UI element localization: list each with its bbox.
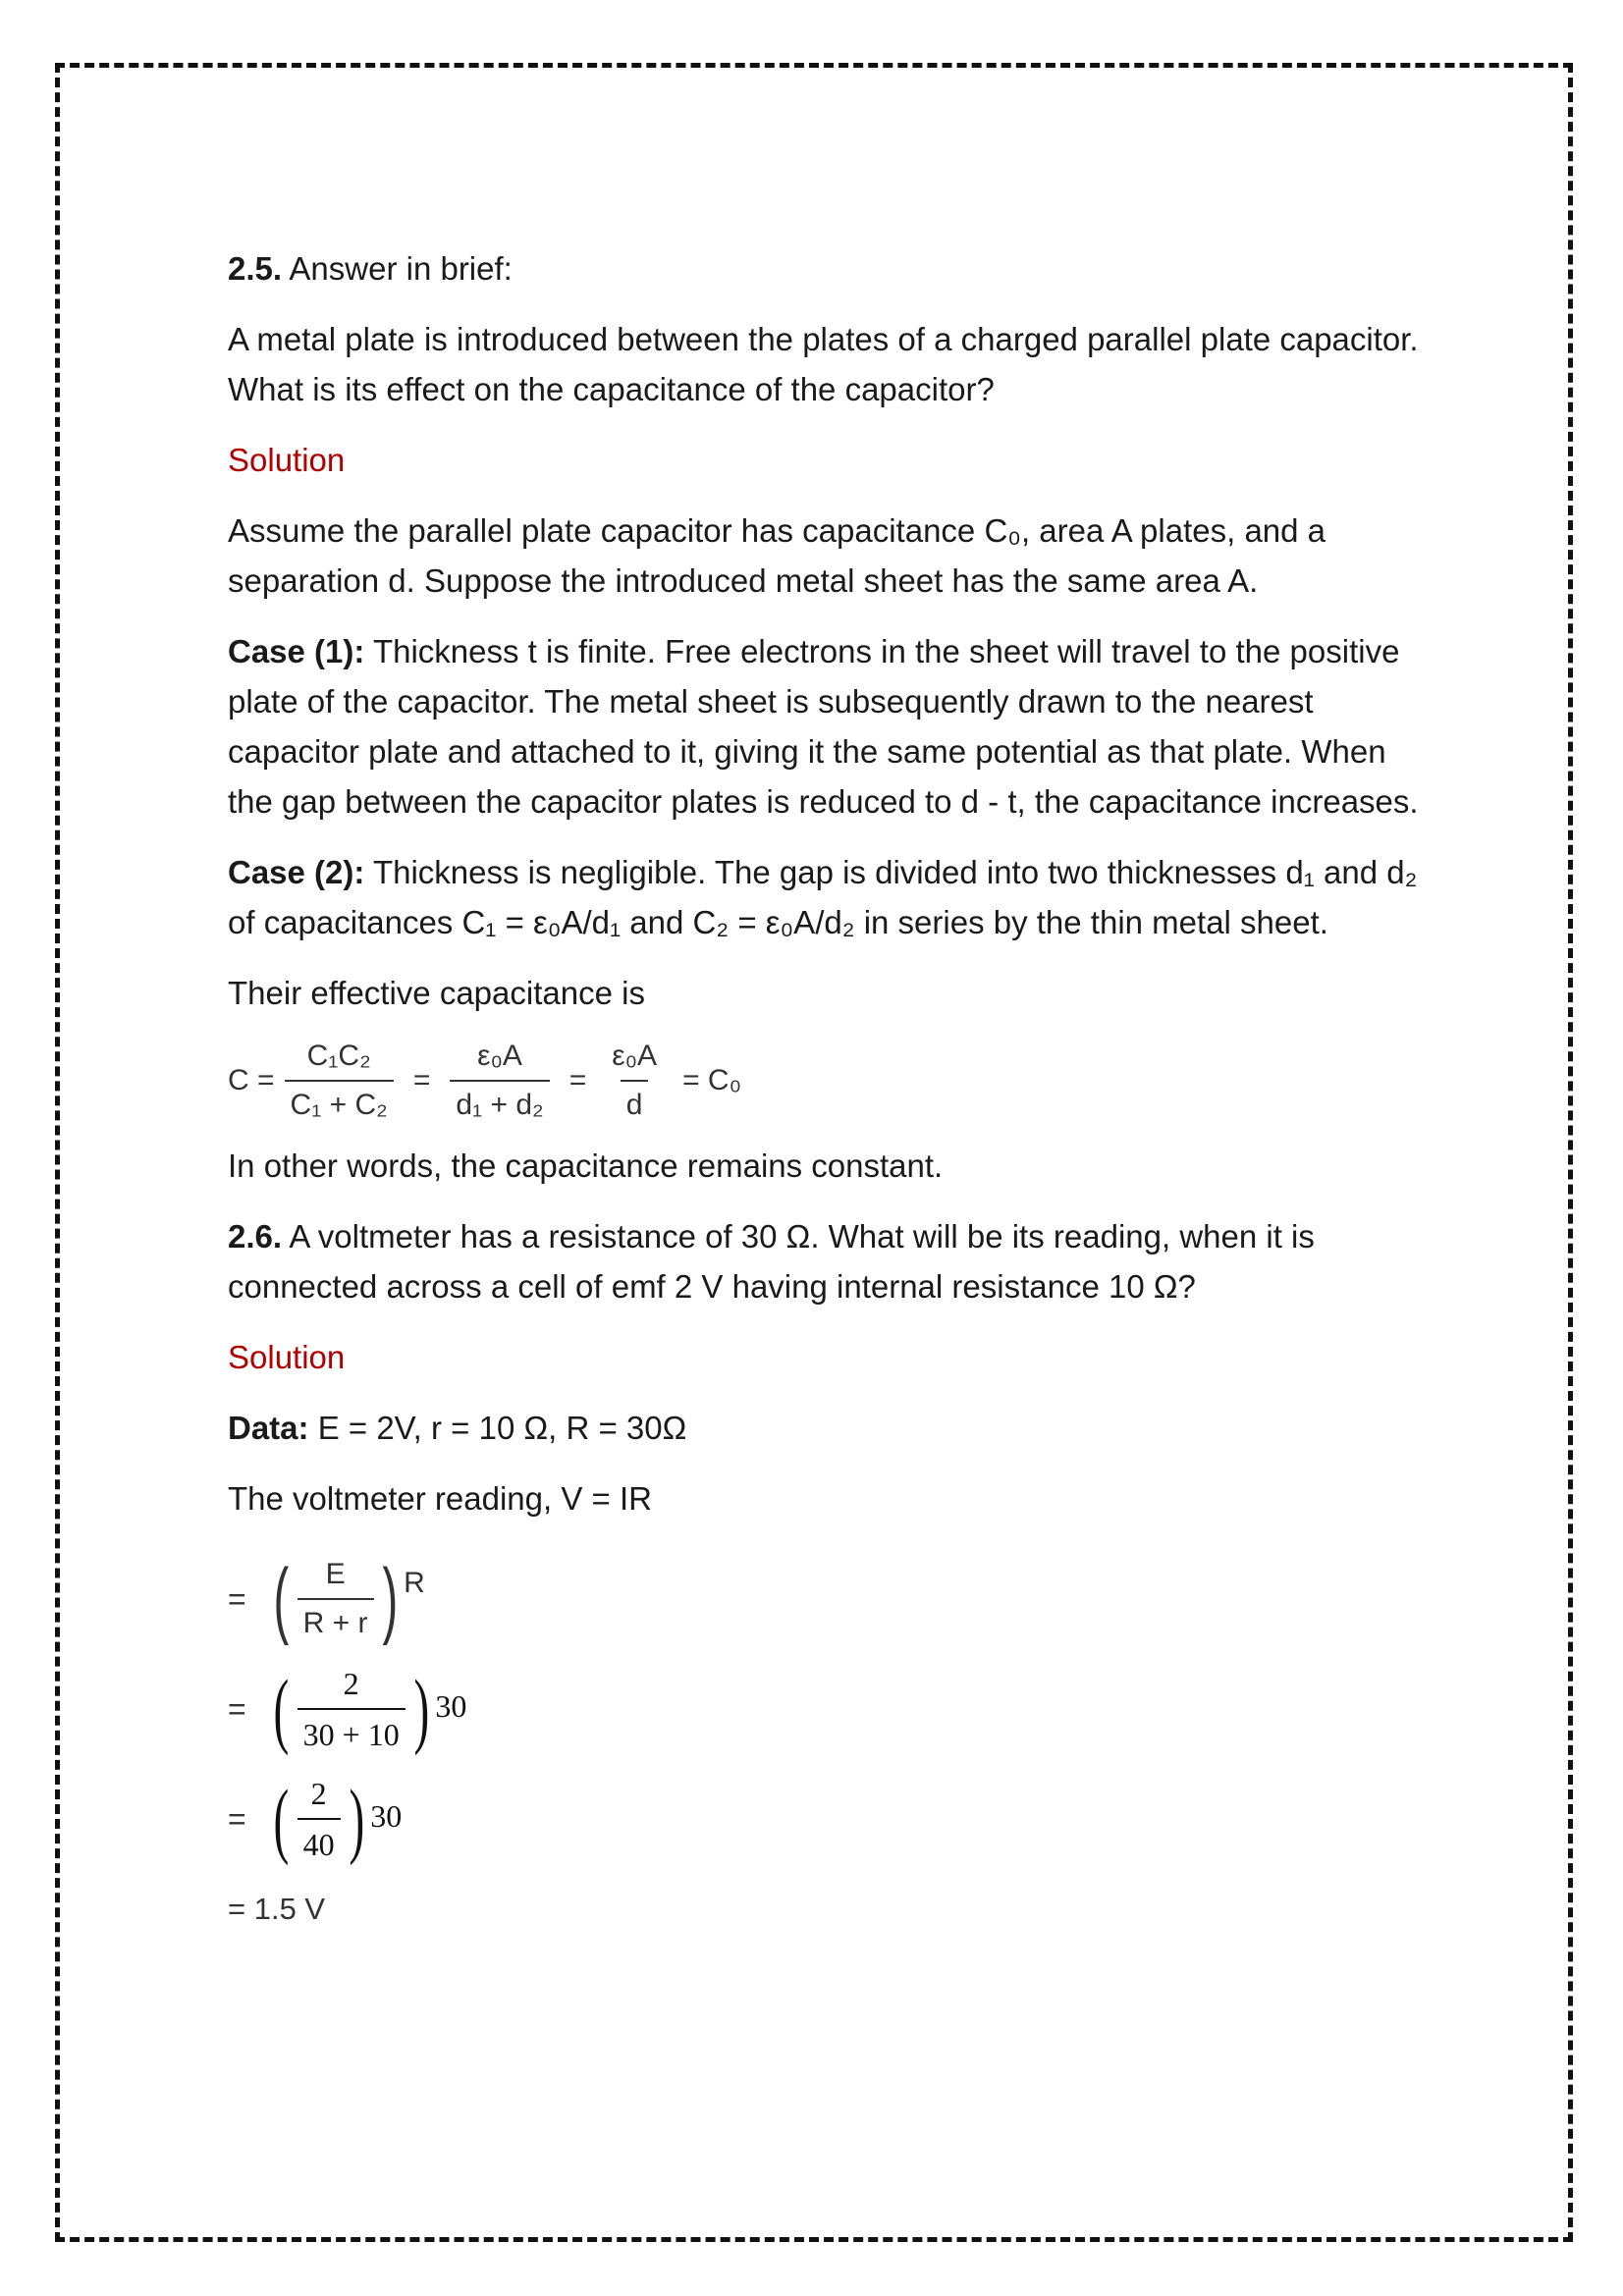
step-factor: 30 xyxy=(370,1797,403,1834)
step-equals: = xyxy=(228,1580,246,1617)
step-equals: = xyxy=(228,1690,246,1727)
fraction-c1c2 xyxy=(285,1039,394,1123)
step-fraction xyxy=(298,1557,374,1641)
q26-text: A voltmeter has a resistance of 30 Ω. What will be its reading, when it is connected across a cell of emf 2 V having internal resistance 10 Ω? xyxy=(228,1218,1315,1305)
data-label: Data: xyxy=(228,1410,309,1446)
eq-rhs: = C₀ xyxy=(682,1064,742,1096)
right-paren: ) xyxy=(349,1772,364,1866)
fraction-denominator: R + r xyxy=(298,1598,374,1641)
q25-solution-label: Solution xyxy=(228,442,346,478)
step-fraction xyxy=(298,1775,341,1864)
case2-text: Thickness is negligible. The gap is divided into two thicknesses d₁ and d₂ of capacitances C₁ = ε₀A/d₁ and C₂ = ε₀A/d₂ in series by the thin metal sheet. xyxy=(228,854,1418,940)
case1-label: Case (1): xyxy=(228,633,365,669)
q25-conclusion: In other words, the capacitance remains constant. xyxy=(228,1148,944,1184)
final-result: = 1.5 V xyxy=(228,1892,326,1926)
left-paren: ( xyxy=(273,1552,290,1646)
q25-prompt: Answer in brief: xyxy=(289,250,513,287)
q25-effective-text: Their effective capacitance is xyxy=(228,975,645,1011)
fraction-numerator: 2 xyxy=(343,1665,359,1701)
q26-solution-label: Solution xyxy=(228,1339,346,1375)
fraction-numerator: C₁C₂ xyxy=(306,1040,371,1072)
q26-number: 2.6. xyxy=(228,1218,283,1255)
right-paren: ) xyxy=(381,1552,398,1646)
fraction-numerator: 2 xyxy=(310,1775,327,1811)
q26-question xyxy=(228,1211,1426,1311)
step-1 xyxy=(228,1544,1426,1654)
step-3 xyxy=(228,1764,1426,1874)
q25-case1 xyxy=(228,626,1426,827)
fraction-denominator: 40 xyxy=(298,1818,341,1863)
q25-assumption: Assume the parallel plate capacitor has capacitance C₀, area A plates, and a separation d. Suppose the introduced metal sheet has the same area A. xyxy=(228,512,1326,599)
fraction-numerator: ε₀A xyxy=(612,1040,658,1072)
fraction-e0a-d1d2 xyxy=(450,1039,549,1123)
q25-heading xyxy=(228,243,1426,294)
effective-capacitance-equation xyxy=(228,1039,1426,1123)
q25-case2 xyxy=(228,847,1426,947)
fraction-denominator: d xyxy=(621,1080,649,1123)
case2-label: Case (2): xyxy=(228,854,365,890)
q25-number: 2.5. xyxy=(228,250,283,287)
q26-reading-formula: The voltmeter reading, V = IR xyxy=(228,1480,652,1517)
q26-data xyxy=(228,1403,1426,1453)
fraction-numerator: ε₀A xyxy=(477,1040,522,1072)
document-content xyxy=(228,243,1426,1934)
fraction-denominator: 30 + 10 xyxy=(298,1708,406,1753)
left-paren: ( xyxy=(273,1662,290,1756)
q25-question: A metal plate is introduced between the plates of a charged parallel plate capacitor. What is its effect on the capacitance of the capacitor? xyxy=(228,321,1419,407)
right-paren: ) xyxy=(413,1662,429,1756)
eq-equals: = xyxy=(568,1064,587,1096)
eq-lhs: C = xyxy=(228,1064,275,1096)
fraction-denominator: d₁ + d₂ xyxy=(450,1080,549,1123)
eq-equals: = xyxy=(412,1064,431,1096)
step-equals: = xyxy=(228,1800,246,1837)
data-text: E = 2V, r = 10 Ω, R = 30Ω xyxy=(308,1410,687,1446)
step-fraction xyxy=(298,1665,406,1754)
step-factor: 30 xyxy=(435,1687,467,1724)
case1-text: Thickness t is finite. Free electrons in the sheet will travel to the positive plate of the capacitor. The metal sheet is subsequently drawn to the nearest capacitor plate and attached to it, giving it the same potential as that plate. When the gap between the capacitor plates is reduced to d - t, the capacitance increases. xyxy=(228,633,1419,820)
step-factor: R xyxy=(404,1566,425,1599)
fraction-numerator: E xyxy=(325,1558,346,1590)
fraction-e0a-d xyxy=(606,1039,663,1123)
step-2 xyxy=(228,1654,1426,1764)
left-paren: ( xyxy=(273,1772,290,1866)
fraction-denominator: C₁ + C₂ xyxy=(285,1080,394,1123)
